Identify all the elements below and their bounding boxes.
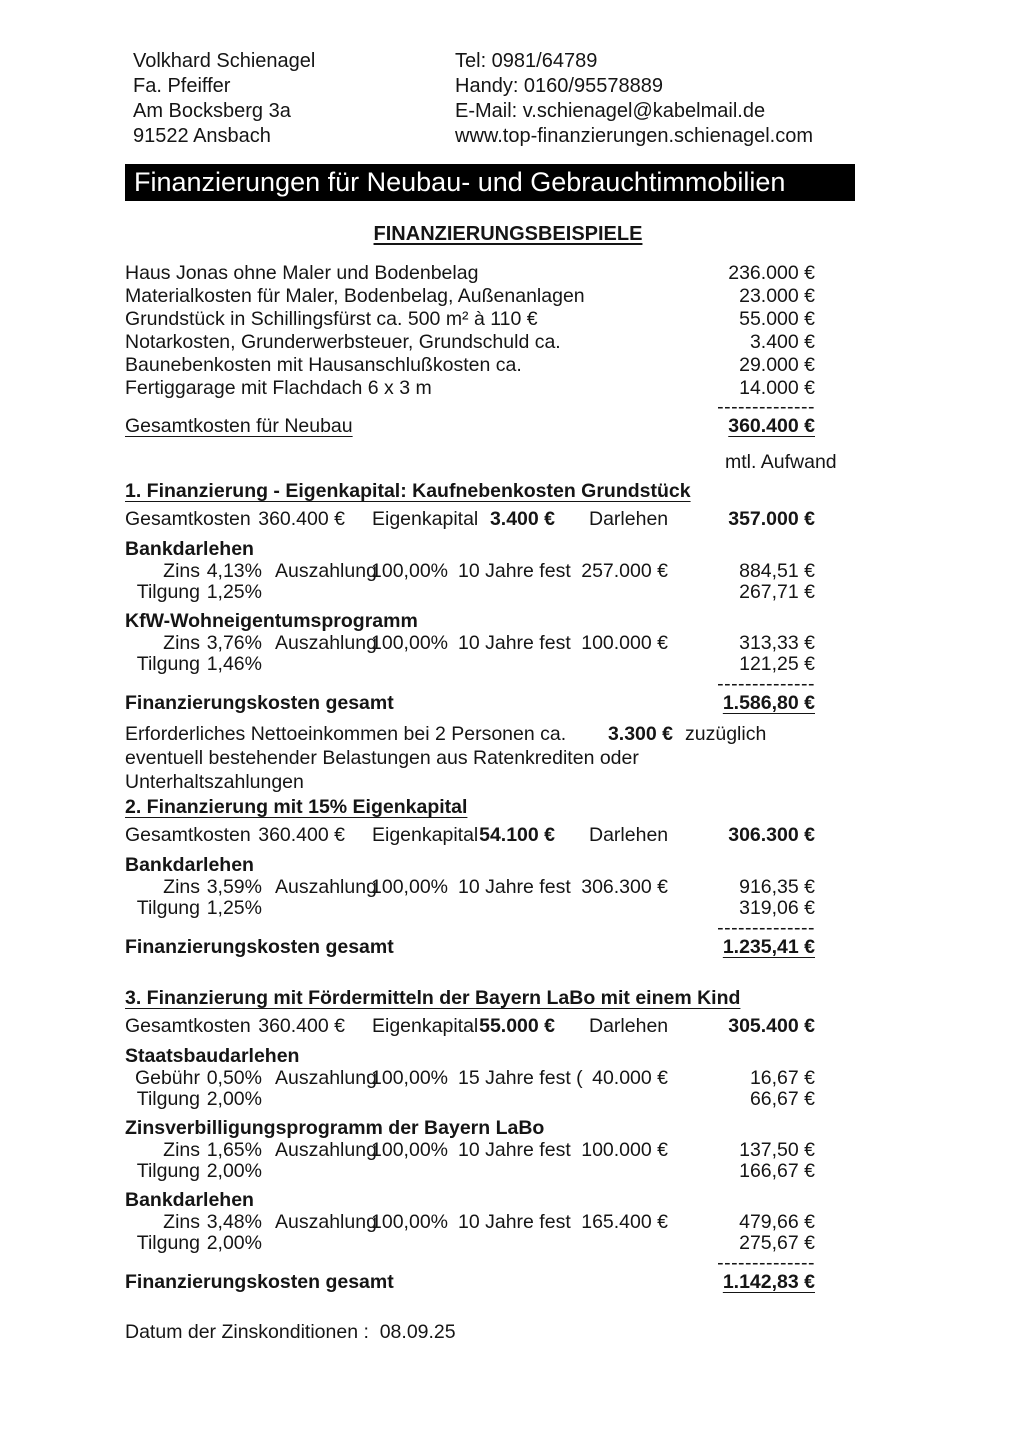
- rate-label: Tilgung: [136, 1232, 200, 1254]
- rate-value: 1,25%: [206, 581, 262, 603]
- loan-detail-row: [125, 898, 815, 919]
- auszahlung-label: Auszahlung: [275, 632, 377, 654]
- darlehen-label: Darlehen: [589, 1015, 669, 1037]
- financing-section-3: [125, 986, 815, 1294]
- loan-amount: 306.300 €: [581, 876, 668, 898]
- section-total-row: [125, 1270, 815, 1294]
- monthly-cost: 166,67 €: [739, 1160, 815, 1182]
- monthly-cost: 319,06 €: [739, 897, 815, 919]
- loan-detail-row: [125, 633, 815, 654]
- gesamtkosten-value: 360.400 €: [258, 1015, 345, 1037]
- monthly-cost: 479,66 €: [739, 1211, 815, 1233]
- income-note-line1: [125, 722, 815, 746]
- cost-value: 14.000 €: [739, 377, 815, 399]
- darlehen-label: Darlehen: [589, 508, 669, 530]
- rate-value: 2,00%: [206, 1232, 262, 1254]
- loan-amount: 257.000 €: [581, 560, 668, 582]
- cost-row: [125, 285, 815, 308]
- rate-label: Zins: [163, 560, 200, 582]
- contact-phone: Tel: 0981/64789: [455, 50, 598, 72]
- loan-name: Zinsverbilligungsprogramm der Bayern LaBo: [125, 1117, 545, 1139]
- rate-value: 2,00%: [206, 1088, 262, 1110]
- section-total-row: [125, 691, 815, 715]
- loan-detail-row: [125, 1161, 815, 1182]
- rate-label: Zins: [163, 1211, 200, 1233]
- gesamtkosten-label: Gesamtkosten: [125, 824, 251, 846]
- section-total-row: [125, 935, 815, 959]
- loan-amount: 100.000 €: [581, 1139, 668, 1161]
- section-heading: 1. Finanzierung - Eigenkapital: Kaufnebenkosten Grundstück: [125, 480, 691, 502]
- eigenkapital-value: 54.100 €: [479, 824, 555, 846]
- rate-value: 4,13%: [206, 560, 262, 582]
- loan-detail-row: [125, 1140, 815, 1161]
- rate-label: Zins: [163, 876, 200, 898]
- cost-row: [125, 308, 815, 331]
- cost-value: 55.000 €: [739, 308, 815, 330]
- cost-label: Haus Jonas ohne Maler und Bodenbelag: [125, 262, 479, 284]
- cost-value: 23.000 €: [739, 285, 815, 307]
- income-note: [125, 722, 815, 794]
- darlehen-value: 305.400 €: [728, 1015, 815, 1037]
- auszahlung-value: 100,00%: [371, 876, 448, 898]
- eigenkapital-label: Eigenkapital: [372, 824, 479, 846]
- auszahlung-label: Auszahlung: [275, 1211, 377, 1233]
- contact-email: E-Mail: v.schienagel@kabelmail.de: [455, 100, 766, 122]
- dashed-separator: --------------: [717, 1252, 815, 1274]
- section-heading: 2. Finanzierung mit 15% Eigenkapital: [125, 796, 468, 818]
- contact-city: 91522 Ansbach: [133, 125, 271, 147]
- contact-company: Fa. Pfeiffer: [133, 75, 231, 97]
- loan-amount: 165.400 €: [581, 1211, 668, 1233]
- rate-label: Tilgung: [136, 897, 200, 919]
- eigenkapital-value: 55.000 €: [479, 1015, 555, 1037]
- dashed-separator: --------------: [717, 917, 815, 939]
- auszahlung-label: Auszahlung: [275, 560, 377, 582]
- gesamtkosten-label: Gesamtkosten: [125, 508, 251, 530]
- loan-amount: 100.000 €: [581, 632, 668, 654]
- rate-value: 3,59%: [206, 876, 262, 898]
- income-note-suffix: zuzüglich: [685, 723, 767, 745]
- auszahlung-value: 100,00%: [371, 1211, 448, 1233]
- loan-block: [125, 854, 815, 919]
- rate-value: 1,65%: [206, 1139, 262, 1161]
- fixed-term: 10 Jahre fest: [458, 560, 571, 582]
- loan-block: [125, 1189, 815, 1254]
- monthly-cost: 313,33 €: [739, 632, 815, 654]
- loan-detail-row: [125, 1212, 815, 1233]
- fixed-term: 15 Jahre fest (: [458, 1067, 583, 1089]
- rate-label: Tilgung: [136, 1088, 200, 1110]
- fixed-term: 10 Jahre fest: [458, 1211, 571, 1233]
- document-title-text: FINANZIERUNGSBEISPIELE: [373, 223, 643, 245]
- monthly-cost: 267,71 €: [739, 581, 815, 603]
- monthly-cost: 884,51 €: [739, 560, 815, 582]
- cost-row: [125, 354, 815, 377]
- loan-detail-row: [125, 877, 815, 898]
- summary-row: [125, 1014, 815, 1038]
- darlehen-label: Darlehen: [589, 824, 669, 846]
- loan-name: Staatsbaudarlehen: [125, 1045, 300, 1067]
- section-heading: 3. Finanzierung mit Fördermitteln der Bayern LaBo mit einem Kind: [125, 987, 741, 1009]
- income-note-text: Erforderliches Nettoeinkommen bei 2 Personen ca.: [125, 723, 567, 745]
- monthly-cost: 137,50 €: [739, 1139, 815, 1161]
- rate-value: 3,76%: [206, 632, 262, 654]
- loan-name: Bankdarlehen: [125, 538, 254, 560]
- eigenkapital-value: 3.400 €: [489, 508, 555, 530]
- income-amount: 3.300 €: [607, 723, 673, 745]
- rate-value: 1,25%: [206, 897, 262, 919]
- fixed-term: 10 Jahre fest: [458, 876, 571, 898]
- loan-name: Bankdarlehen: [125, 1189, 254, 1211]
- contact-street: Am Bocksberg 3a: [133, 100, 291, 122]
- loan-block: [125, 1117, 815, 1182]
- summary-row: [125, 823, 815, 847]
- loan-block: [125, 1045, 815, 1110]
- banner-title: Finanzierungen für Neubau- und Gebrauchtimmobilien: [125, 164, 855, 201]
- auszahlung-label: Auszahlung: [275, 876, 377, 898]
- monthly-effort-header: mtl. Aufwand: [725, 451, 837, 473]
- rate-value: 2,00%: [206, 1160, 262, 1182]
- cost-label: Baunebenkosten mit Hausanschlußkosten ca.: [125, 354, 522, 376]
- monthly-cost: 916,35 €: [739, 876, 815, 898]
- rate-label: Tilgung: [136, 1160, 200, 1182]
- loan-detail-row: [125, 561, 815, 582]
- loan-detail-row: [125, 1233, 815, 1254]
- cost-value: 3.400 €: [749, 331, 815, 353]
- loan-name: KfW-Wohneigentumsprogramm: [125, 610, 418, 632]
- cost-value: 29.000 €: [739, 354, 815, 376]
- section-total-label: Finanzierungskosten gesamt: [125, 1271, 394, 1293]
- rate-value: 3,48%: [206, 1211, 262, 1233]
- cost-value: 236.000 €: [728, 262, 815, 284]
- monthly-cost: 16,67 €: [749, 1067, 815, 1089]
- auszahlung-label: Auszahlung: [275, 1139, 377, 1161]
- cost-list: [125, 262, 815, 438]
- auszahlung-value: 100,00%: [371, 632, 448, 654]
- eigenkapital-label: Eigenkapital: [372, 508, 479, 530]
- cost-total-row: [125, 414, 815, 438]
- section-total-value: 1.586,80 €: [722, 692, 815, 714]
- income-note-line2: eventuell bestehender Belastungen aus Ratenkrediten oder Unterhaltszahlungen: [125, 747, 639, 793]
- loan-name: Bankdarlehen: [125, 854, 254, 876]
- loan-detail-row: [125, 1089, 815, 1110]
- rate-label: Zins: [163, 632, 200, 654]
- rate-label: Gebühr: [134, 1067, 200, 1089]
- cost-row: [125, 331, 815, 354]
- eigenkapital-label: Eigenkapital: [372, 1015, 479, 1037]
- fixed-term: 10 Jahre fest: [458, 632, 571, 654]
- financing-section-2: [125, 795, 815, 959]
- document-title: [143, 222, 873, 246]
- gesamtkosten-value: 360.400 €: [258, 824, 345, 846]
- summary-row: [125, 507, 815, 531]
- contact-details: [455, 49, 855, 149]
- auszahlung-label: Auszahlung: [275, 1067, 377, 1089]
- contact-address: [133, 49, 455, 149]
- loan-detail-row: [125, 582, 815, 603]
- rate-label: Tilgung: [136, 581, 200, 603]
- contact-website: www.top-finanzierungen.schienagel.com: [455, 125, 813, 147]
- cost-label: Notarkosten, Grunderwerbsteuer, Grundschuld ca.: [125, 331, 561, 353]
- section-total-label: Finanzierungskosten gesamt: [125, 692, 394, 714]
- contact-name: Volkhard Schienagel: [133, 50, 316, 72]
- loan-detail-row: [125, 654, 815, 675]
- rate-label: Tilgung: [136, 653, 200, 675]
- loan-block: [125, 538, 815, 603]
- dashed-separator: --------------: [717, 396, 815, 418]
- rate-label: Zins: [163, 1139, 200, 1161]
- section-total-value: 1.142,83 €: [722, 1271, 815, 1293]
- section-total-label: Finanzierungskosten gesamt: [125, 936, 394, 958]
- cost-label: Fertiggarage mit Flachdach 6 x 3 m: [125, 377, 432, 399]
- auszahlung-value: 100,00%: [371, 1067, 448, 1089]
- auszahlung-value: 100,00%: [371, 1139, 448, 1161]
- cost-total-value: 360.400 €: [728, 415, 815, 437]
- monthly-cost: 121,25 €: [739, 653, 815, 675]
- gesamtkosten-value: 360.400 €: [258, 508, 345, 530]
- cost-label: Materialkosten für Maler, Bodenbelag, Außenanlagen: [125, 285, 585, 307]
- rate-value: 1,46%: [206, 653, 262, 675]
- loan-amount: 40.000 €: [592, 1067, 668, 1089]
- cost-row: [125, 377, 815, 400]
- financing-section-1: [125, 479, 815, 715]
- gesamtkosten-label: Gesamtkosten: [125, 1015, 251, 1037]
- rate-value: 0,50%: [206, 1067, 262, 1089]
- loan-block: [125, 610, 815, 675]
- rate-conditions-date: Datum der Zinskonditionen : 08.09.25: [125, 1321, 456, 1343]
- monthly-cost: 275,67 €: [739, 1232, 815, 1254]
- cost-row: [125, 262, 815, 285]
- darlehen-value: 357.000 €: [728, 508, 815, 530]
- contact-mobile: Handy: 0160/95578889: [455, 75, 663, 97]
- monthly-cost: 66,67 €: [749, 1088, 815, 1110]
- loan-detail-row: [125, 1068, 815, 1089]
- section-total-value: 1.235,41 €: [722, 936, 815, 958]
- darlehen-value: 306.300 €: [728, 824, 815, 846]
- cost-label: Grundstück in Schillingsfürst ca. 500 m² à 110 €: [125, 308, 538, 330]
- contact-block: [125, 49, 855, 149]
- cost-total-label: Gesamtkosten für Neubau: [125, 415, 353, 437]
- fixed-term: 10 Jahre fest: [458, 1139, 571, 1161]
- dashed-separator: --------------: [717, 673, 815, 695]
- auszahlung-value: 100,00%: [371, 560, 448, 582]
